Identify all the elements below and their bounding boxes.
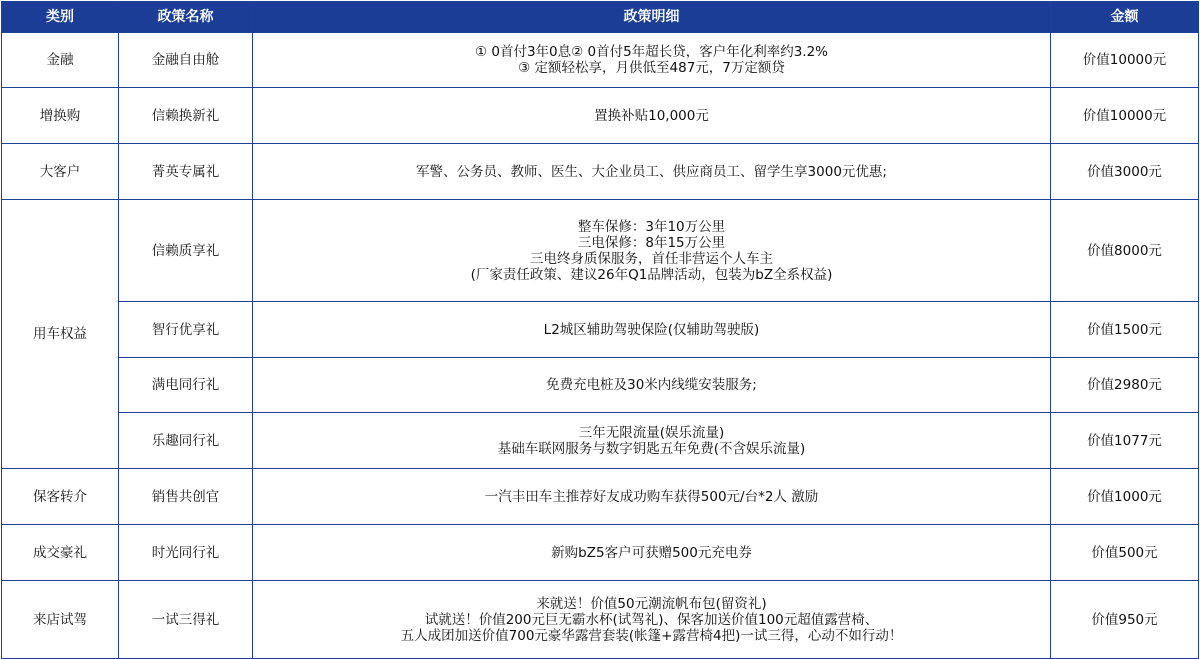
amount-cell: 价值2980元 <box>1051 358 1199 413</box>
policy-name-cell: 满电同行礼 <box>119 358 253 413</box>
amount-cell: 价值8000元 <box>1051 200 1199 302</box>
header-row <box>2 2 1199 33</box>
detail-line: 来就送！价值50元潮流帆布包(留资礼) <box>536 595 767 612</box>
table-row <box>2 200 1199 302</box>
policy-name-cell: 信赖质享礼 <box>119 200 253 302</box>
category-cell: 增换购 <box>2 88 119 144</box>
header-category: 类别 <box>2 2 119 33</box>
policy-name-cell: 一试三得礼 <box>119 581 253 659</box>
category-cell: 金融 <box>2 33 119 88</box>
detail-line: 免费充电桩及30米内线缆安装服务; <box>546 377 757 393</box>
table-row <box>2 525 1199 581</box>
detail-line: 基础车联网服务与数字钥匙五年免费(不含娱乐流量) <box>497 440 806 457</box>
policy-name-cell: 销售共创官 <box>119 469 253 525</box>
policy-name-cell: 时光同行礼 <box>119 525 253 581</box>
detail-line: ③ 定额轻松享，月供低至487元，7万定额贷 <box>518 60 785 76</box>
table-row <box>2 33 1199 88</box>
policy-name-cell: 智行优享礼 <box>119 302 253 358</box>
policy-name-cell: 菁英专属礼 <box>119 144 253 200</box>
detail-line: 新购bZ5客户可获赠500元充电券 <box>551 544 752 561</box>
category-cell: 大客户 <box>2 144 119 200</box>
detail-line: 试就送！价值200元巨无霸水杯(试驾礼)、保客加送价值100元超值露营椅、 <box>424 611 879 628</box>
detail-line: 三电保修：8年15万公里 <box>577 234 726 251</box>
detail-line: 置换补贴10,000元 <box>594 107 709 124</box>
detail-line: 整车保修：3年10万公里 <box>577 218 726 235</box>
detail-line: 五人成团加送价值700元豪华露营套装(帐篷+露营椅4把)一试三得，心动不如行动！ <box>400 627 903 644</box>
amount-cell: 价值1500元 <box>1051 302 1199 358</box>
category-cell: 成交豪礼 <box>2 525 119 581</box>
policy-detail-cell <box>253 581 1051 659</box>
detail-line: 三年无限流量(娱乐流量) <box>578 424 725 441</box>
policy-detail-cell <box>253 358 1051 413</box>
policy-detail-cell <box>253 525 1051 581</box>
policy-name-cell: 乐趣同行礼 <box>119 413 253 469</box>
category-cell: 保客转介 <box>2 469 119 525</box>
policy-table <box>1 1 1199 659</box>
detail-line: ① 0首付3年0息② 0首付5年超长贷，客户年化利率约3.2% <box>474 44 829 60</box>
detail-line: 军警、公务员、教师、医生、大企业员工、供应商员工、留学生享3000元优惠; <box>416 163 887 180</box>
category-cell: 用车权益 <box>2 200 119 469</box>
policy-name-cell: 金融自由舱 <box>119 33 253 88</box>
policy-name-cell: 信赖换新礼 <box>119 88 253 144</box>
detail-line: L2城区辅助驾驶保险(仅辅助驾驶版) <box>543 321 760 338</box>
amount-text: 价值950元 <box>1091 611 1158 628</box>
amount-cell: 价值500元 <box>1051 525 1199 581</box>
detail-line: (厂家责任政策、建议26年Q1品牌活动，包装为bZ全系权益) <box>470 266 833 283</box>
detail-line: 一汽丰田车主推荐好友成功购车获得500元/台*2人 激励 <box>484 488 819 505</box>
table-row <box>2 144 1199 200</box>
table-row <box>2 358 1199 413</box>
detail-line: 三电终身质保服务，首任非营运个人车主 <box>530 250 773 267</box>
header-amount: 金额 <box>1051 2 1199 33</box>
table-row <box>2 88 1199 144</box>
table-row <box>2 469 1199 525</box>
amount-cell: 价值1000元 <box>1051 469 1199 525</box>
amount-cell: 价值10000元 <box>1051 88 1199 144</box>
table-row <box>2 581 1199 659</box>
amount-cell <box>1051 581 1199 659</box>
policy-detail-cell <box>253 33 1051 88</box>
policy-detail-cell <box>253 144 1051 200</box>
header-policy-detail: 政策明细 <box>253 2 1051 33</box>
policy-detail-cell <box>253 413 1051 469</box>
table-row <box>2 413 1199 469</box>
policy-detail-cell <box>253 302 1051 358</box>
amount-cell: 价值10000元 <box>1051 33 1199 88</box>
policy-detail-cell <box>253 469 1051 525</box>
category-cell: 来店试驾 <box>2 581 119 659</box>
policy-detail-cell <box>253 88 1051 144</box>
header-policy-name: 政策名称 <box>119 2 253 33</box>
table-row <box>2 302 1199 358</box>
policy-detail-cell <box>253 200 1051 302</box>
amount-cell: 价值3000元 <box>1051 144 1199 200</box>
amount-cell: 价值1077元 <box>1051 413 1199 469</box>
